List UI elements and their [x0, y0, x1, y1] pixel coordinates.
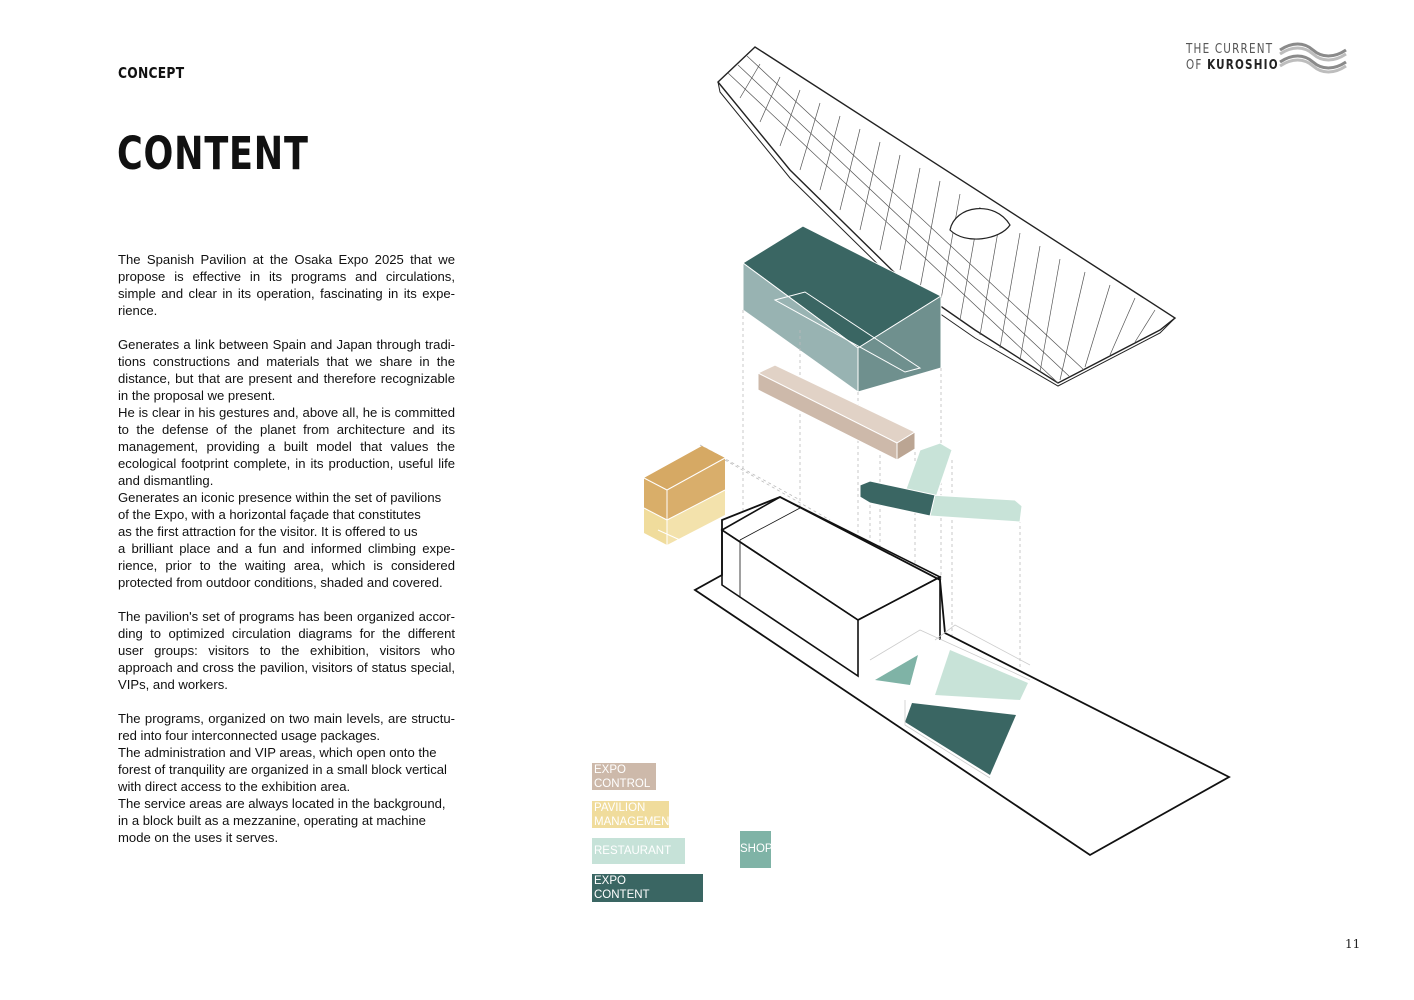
paragraph-2: Generates a link between Spain and Japan through tradi-tions constructions and materials that we share in the distance, but that are present and therefore recognizable in the proposal we present.	[118, 337, 455, 403]
legend-pavilion-management: PAVILION MANAGEMENT	[594, 802, 677, 828]
logo-line-1: THE CURRENT	[1186, 42, 1274, 57]
legend-expo-content: EXPO CONTENT	[592, 874, 703, 902]
paragraph-8: The programs, organized on two main levels, are structu-red into four interconnected usage packages.	[118, 711, 455, 743]
pavilion-management-volume	[644, 446, 725, 548]
legend-restaurant: RESTAURANT	[592, 838, 685, 864]
legend-expo-control: EXPO CONTROL	[592, 763, 656, 790]
upper-level-programs	[860, 443, 1022, 522]
paragraph-1: The Spanish Pavilion at the Osaka Expo 2025 that we propose is effective in its programs and circulations, simple and clear in its operation, fascinating in its expe-rience.	[118, 252, 455, 318]
paragraph-9: The administration and VIP areas, which open onto the forest of tranquility are organized in a small block vertical with direct access to the exhibition area.	[118, 745, 447, 794]
paragraph-6: a brilliant place and a fun and informed climbing expe-rience, prior to the waiting area, which is considered protected from outdoor conditions, shaded and covered.	[118, 541, 455, 590]
section-label: CONCEPT	[118, 64, 185, 82]
legend-shop: SHOP	[740, 831, 771, 868]
page-number: 11	[1345, 937, 1361, 951]
paragraph-7: The pavilion's set of programs has been organized accor-ding to optimized circulation diagrams for the different user groups: visitors to the exhibition, visitors who approach and cross the pavilion, visitors of status special, VIPs, and workers.	[118, 609, 455, 692]
logo-line-2-prefix: OF	[1186, 58, 1208, 73]
paragraph-4: Generates an iconic presence within the set of pavilions of the Expo, with a horizontal façade that constitutes	[118, 490, 442, 522]
paragraph-5: as the first attraction for the visitor. It is offered to us	[118, 524, 418, 539]
page-title: CONTENT	[117, 127, 309, 180]
logo-line-2-bold: KUROSHIO	[1207, 58, 1279, 73]
paragraph-3: He is clear in his gestures and, above all, he is committed to the defense of the planet from architecture and its management, providing a built model that values the ecological footprint complete, in its production, useful life and dismantling.	[118, 405, 455, 488]
paragraph-10: The service areas are always located in the background, in a block built as a mezzanine, operating at machine mode on the uses it serves.	[118, 796, 446, 845]
